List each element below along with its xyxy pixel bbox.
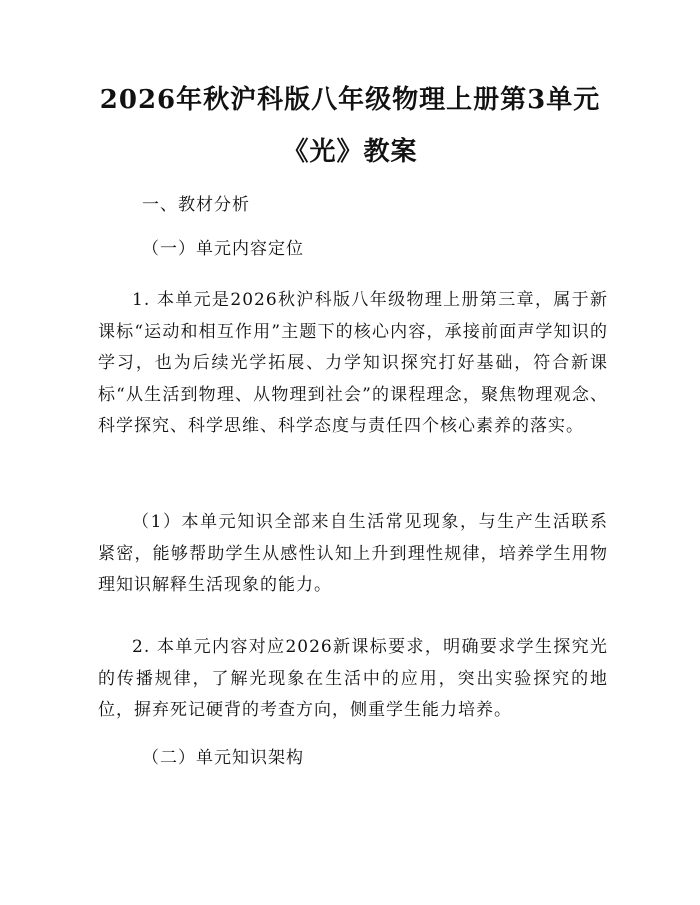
subsection-heading-positioning: （一）单元内容定位 <box>142 239 304 259</box>
paragraph-life-connection: （1）本单元知识全部来自生活常见现象，与生产生活联系紧密，能够帮助学生从感性认知上升到理性规律，培养学生用物理知识解释生活现象的能力。 <box>98 512 608 595</box>
paragraph-curriculum-requirements: 2. 本单元内容对应2026新课标要求，明确要求学生探究光的传播规律，了解光现象在生活中的应用，突出实验探究的地位，摒弃死记硬背的考查方向，侧重学生能力培养。 <box>98 637 608 720</box>
document-title: 2026年秋沪科版八年级物理上册第3单元 <box>99 85 601 115</box>
document-subtitle: 《光》教案 <box>282 137 418 167</box>
subsection-heading-structure: （二）单元知识架构 <box>142 748 304 768</box>
paragraph-unit-overview: 1. 本单元是2026秋沪科版八年级物理上册第三章，属于新课标“运动和相互作用”主题下的核心内容，承接前面声学知识的学习，也为后续光学拓展、力学知识探究打好基础，符合新课标“从生活到物理、从物理到社会”的课程理念，聚焦物理观念、科学探究、科学思维、科学态度与责任四个核心素养的落实。 <box>98 290 608 436</box>
section-heading-analysis: 一、教材分析 <box>142 195 250 215</box>
